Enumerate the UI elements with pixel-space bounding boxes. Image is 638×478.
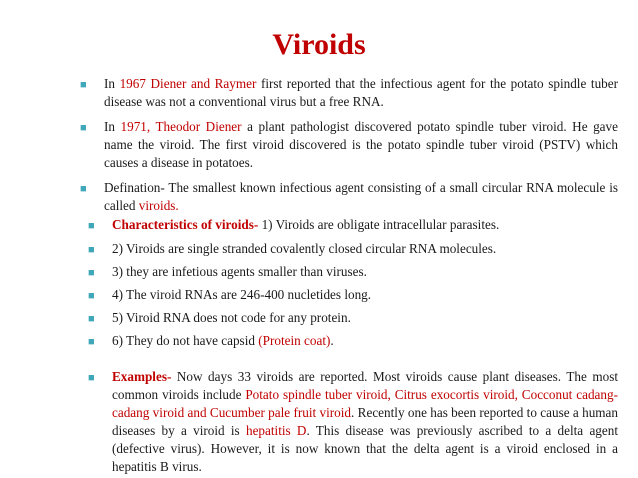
bullet-icon: ■ [88, 220, 95, 232]
bullet-icon: ■ [80, 183, 87, 195]
bullet-icon: ■ [80, 79, 87, 91]
characteristics-item: ■ 5) Viroid RNA does not code for any protein. [112, 309, 618, 327]
characteristics-item: ■ 4) The viroid RNAs are 246-400 nucletides long. [112, 286, 618, 304]
bullet-item: ■ In 1971, Theodor Diener a plant pathologist discovered potato spindle tuber viroid. He gave name the viroid. The first viroid discovered is the potato spindle tuber viroid (PSTV) which causes a disease in potatoes. [80, 119, 618, 170]
characteristics-item: ■ 3) they are infetious agents smaller than viruses. [112, 263, 618, 281]
bullet-icon: ■ [88, 313, 95, 325]
characteristics-item: ■ Characteristics of viroids- 1) Viroids are obligate intracellular parasites. [112, 216, 618, 234]
bullet-icon: ■ [88, 267, 95, 279]
bullet-item: ■ In 1967 Diener and Raymer first reported that the infectious agent for the potato spindle tuber disease was not a conventional virus but a free RNA. [80, 76, 618, 109]
bullet-icon: ■ [88, 372, 95, 384]
bullet-icon: ■ [88, 336, 95, 348]
bullet-icon: ■ [80, 122, 87, 134]
characteristics-item: ■ 2) Viroids are single stranded covalently closed circular RNA molecules. [112, 240, 618, 258]
slide-title: Viroids [272, 28, 366, 61]
characteristics-item: ■ 6) They do not have capsid (Protein coat). [112, 332, 618, 350]
bullet-icon: ■ [88, 290, 95, 302]
examples-item: ■ Examples- Now days 33 viroids are reported. Most viroids cause plant diseases. The most common viroids include Potato spindle tuber viroid, Citrus exocortis viroid, Cocconut cadang-cadang viroid and Cucumber pale fruit viroid. Recently one has been reported to cause a human diseases by a viroid is hepatitis D. This disease was previously ascribed to a delta agent (defective virus). However, it is now known that the delta agent is a viroid enclosed in a hepatitis B virus. [88, 369, 618, 474]
bullet-icon: ■ [88, 244, 95, 256]
bullet-item: ■ Defination- The smallest known infectious agent consisting of a small circular RNA molecule is called viroids. [80, 180, 618, 213]
